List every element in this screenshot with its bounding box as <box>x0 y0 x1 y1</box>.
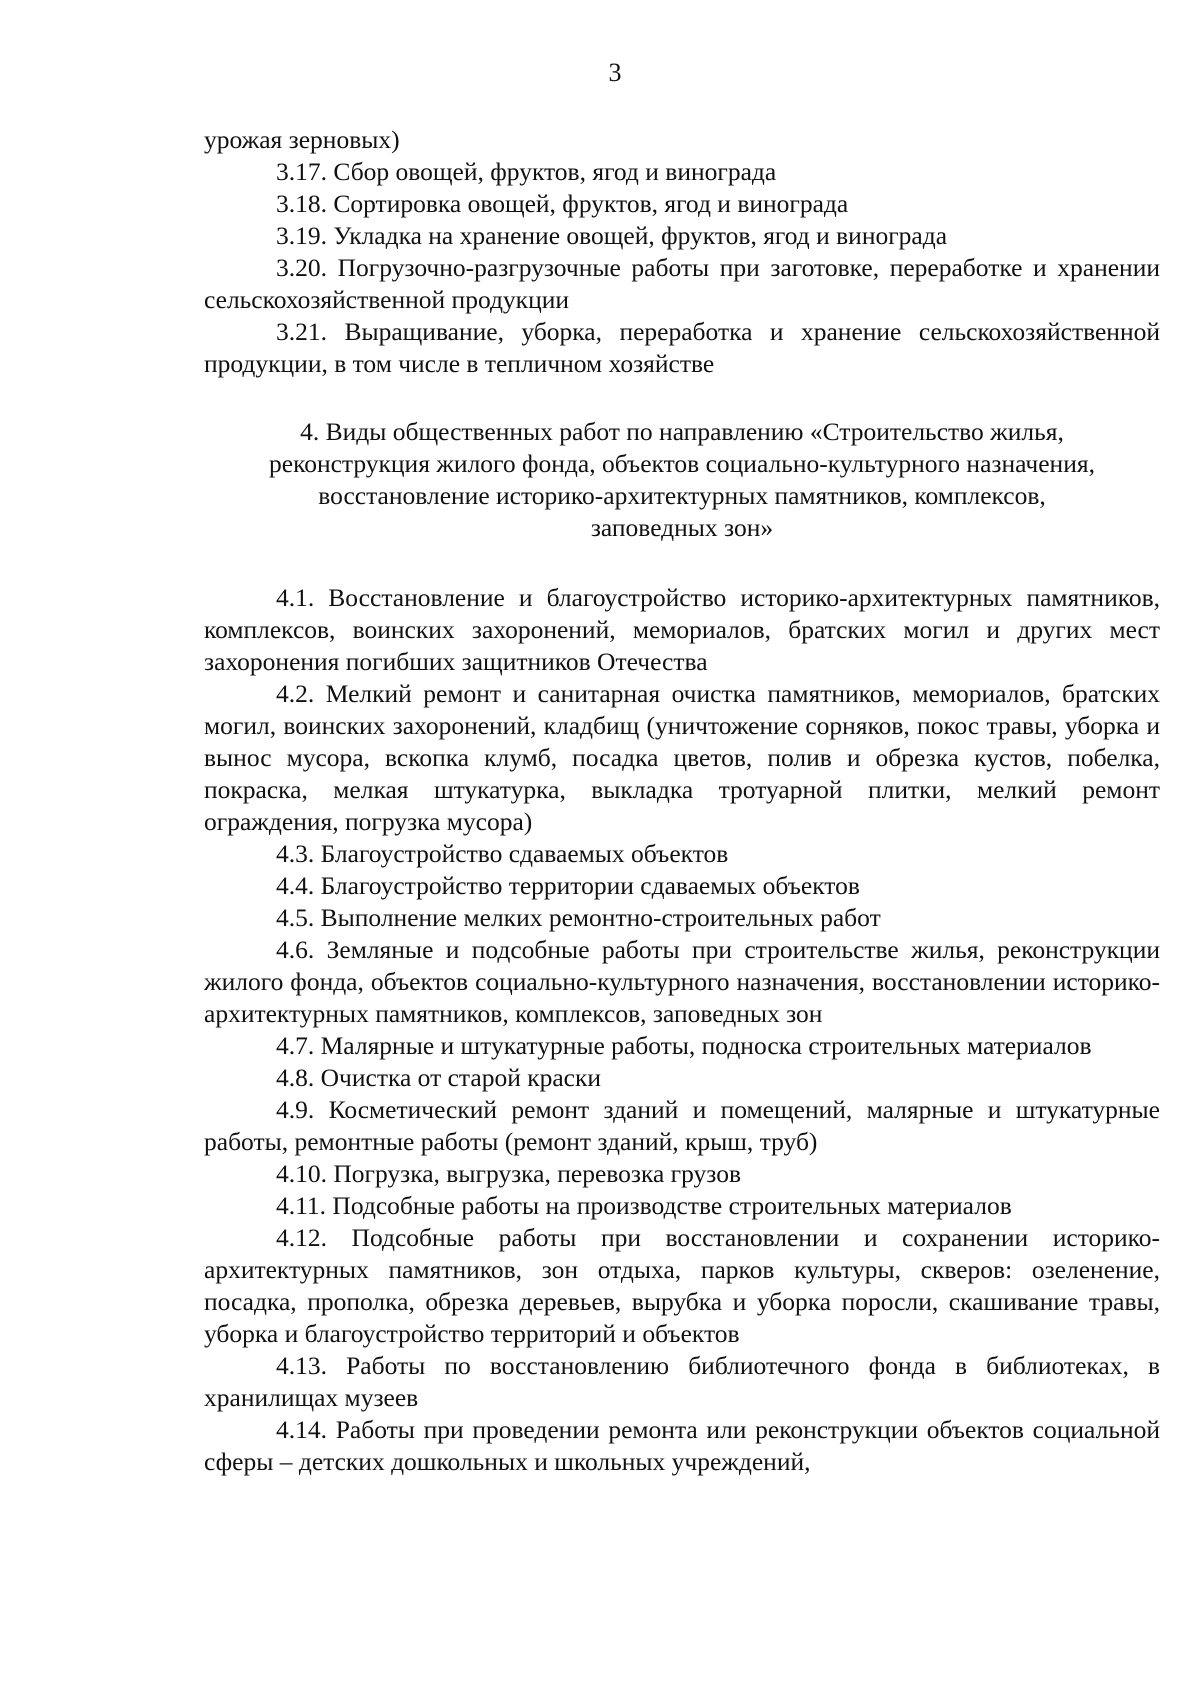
page-number: 3 <box>608 58 622 87</box>
list-item-4-3: 4.3. Благоустройство сдаваемых объектов <box>276 839 729 868</box>
section-3-list <box>204 156 1160 380</box>
continuation-text: урожая зерновых) <box>204 125 400 154</box>
section-4-heading <box>204 416 1160 544</box>
section-4-heading-line: 4. Виды общественных работ по направлению «Строительство жилья, <box>300 417 1064 446</box>
list-item-3-19: 3.19. Укладка на хранение овощей, фруктов, ягод и винограда <box>276 221 948 250</box>
list-item-3-20: 3.20. Погрузочно-разгрузочные работы при заготовке, переработке и хранении сельскохозяйственной продукции <box>204 253 1160 314</box>
list-item-4-13: 4.13. Работы по восстановлению библиотечного фонда в библиотеках, в хранилищах музеев <box>204 1351 1160 1412</box>
list-item-3-17: 3.17. Сбор овощей, фруктов, ягод и винограда <box>276 157 777 186</box>
list-item-4-6: 4.6. Земляные и подсобные работы при строительстве жилья, реконструкции жилого фонда, объектов социально-культурного назначения, восстановлении историко-архитектурных памятников, комплексов, заповедных зон <box>204 935 1160 1028</box>
list-item-4-2: 4.2. Мелкий ремонт и санитарная очистка памятников, мемориалов, братских могил, воинских захоронений, кладбищ (уничтожение сорняков, покос травы, уборка и вынос мусора, вскопка клумб, посадка цветов, полив и обрезка кустов, побелка, покраска, мелкая штукатурка, выкладка тротуарной плитки, мелкий ремонт ограждения, погрузка мусора) <box>204 679 1160 836</box>
section-4-heading-line: заповедных зон» <box>590 513 774 542</box>
document-body <box>204 124 1160 1478</box>
list-item-4-8: 4.8. Очистка от старой краски <box>276 1063 602 1092</box>
list-item-4-9: 4.9. Косметический ремонт зданий и помещений, малярные и штукатурные работы, ремонтные работы (ремонт зданий, крыш, труб) <box>204 1095 1160 1156</box>
section-4-heading-line: восстановление историко-архитектурных памятников, комплексов, <box>318 481 1046 510</box>
list-item-4-10: 4.10. Погрузка, выгрузка, перевозка грузов <box>276 1159 742 1188</box>
section-4-list <box>204 582 1160 1478</box>
section-4-heading-line: реконструкция жилого фонда, объектов социально-культурного назначения, <box>269 449 1095 478</box>
list-item-4-1: 4.1. Восстановление и благоустройство историко-архитектурных памятников, комплексов, воинских захоронений, мемориалов, братских могил и других мест захоронения погибших защитников Отечества <box>204 583 1160 676</box>
list-item-3-18: 3.18. Сортировка овощей, фруктов, ягод и винограда <box>276 189 849 218</box>
list-item-4-11: 4.11. Подсобные работы на производстве строительных материалов <box>276 1191 1012 1220</box>
list-item-4-5: 4.5. Выполнение мелких ремонтно-строительных работ <box>276 903 881 932</box>
list-item-4-4: 4.4. Благоустройство территории сдаваемых объектов <box>276 871 860 900</box>
list-item-4-7: 4.7. Малярные и штукатурные работы, подноска строительных материалов <box>276 1031 1092 1060</box>
list-item-4-14: 4.14. Работы при проведении ремонта или реконструкции объектов социальной сферы – детских дошкольных и школьных учреждений, <box>204 1415 1160 1476</box>
list-item-4-12: 4.12. Подсобные работы при восстановлении и сохранении историко-архитектурных памятников, зон отдыха, парков культуры, скверов: озеленение, посадка, прополка, обрезка деревьев, вырубка и уборка поросли, скашивание травы, уборка и благоустройство территорий и объектов <box>204 1223 1160 1348</box>
list-item-3-21: 3.21. Выращивание, уборка, переработка и хранение сельскохозяйственной продукции, в том числе в тепличном хозяйстве <box>204 317 1160 378</box>
